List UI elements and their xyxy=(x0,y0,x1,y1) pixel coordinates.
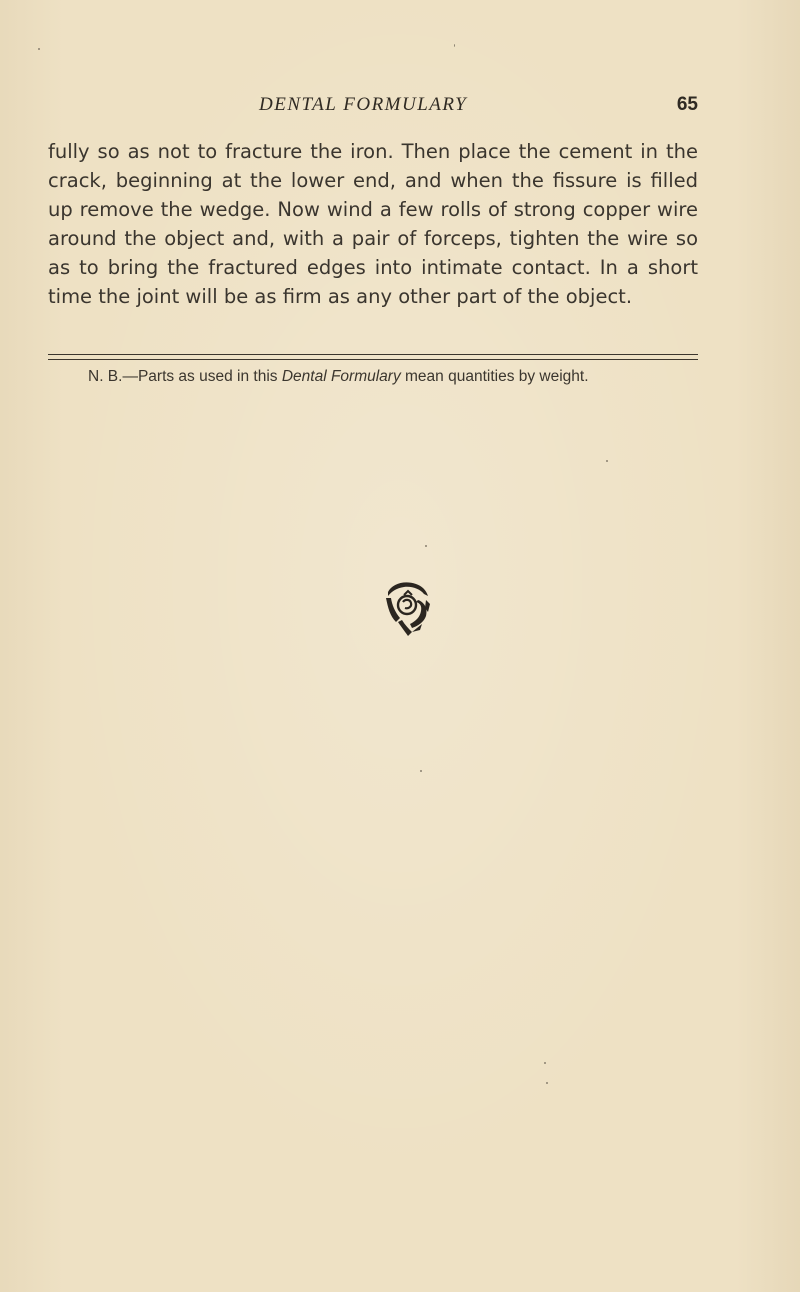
footnote-suffix: mean quantities by weight. xyxy=(400,368,589,385)
running-title: DENTAL FORMULARY xyxy=(259,94,468,115)
page-number: 65 xyxy=(676,94,698,115)
paper-speck xyxy=(546,1082,548,1084)
paper-speck xyxy=(38,48,40,50)
footnote-title: Dental Formulary xyxy=(281,368,401,385)
paper-speck xyxy=(544,1062,546,1064)
footnote-rule-top xyxy=(48,354,698,355)
footnote-prefix: N. B.—Parts as used in this xyxy=(88,368,282,385)
body-paragraph: fully so as not to fracture the iron. Then place the cement in the crack, beginning at the lower end, and when the fissure is filled up remove the wedge. Now wind a few rolls of strong copper wire around the object and, with a pair of forceps, tighten the wire so as to bring the fractured edges into intimate contact. In a short time the joint will be as firm as any other part of the object. xyxy=(48,140,698,308)
footnote xyxy=(48,366,698,387)
paper-speck xyxy=(420,770,422,772)
paper-speck xyxy=(606,460,608,462)
paper-speck xyxy=(425,545,427,547)
paper-speck xyxy=(454,44,455,47)
printer-mark-icon xyxy=(378,578,434,638)
footnote-rule-bottom xyxy=(48,359,698,360)
running-head xyxy=(48,94,698,118)
